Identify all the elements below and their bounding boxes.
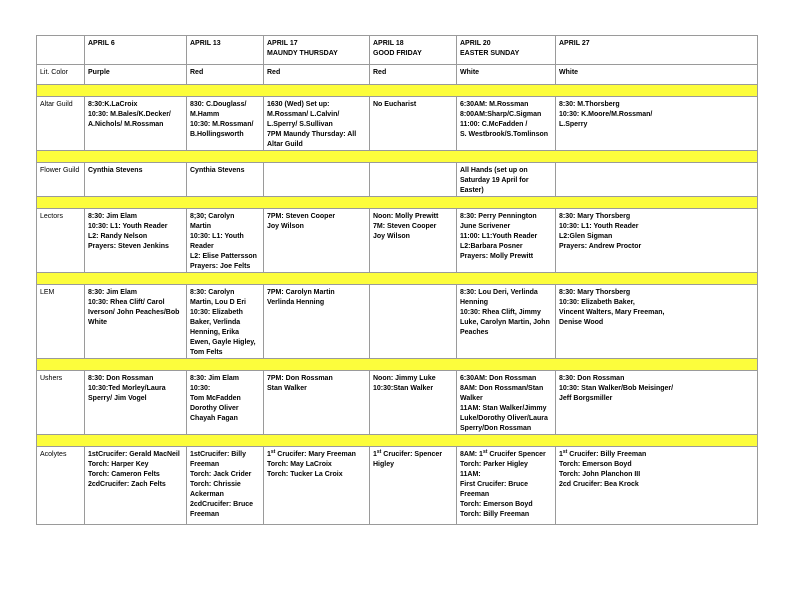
cell-line: Denise Wood: [559, 319, 604, 326]
row-label: Ushers: [37, 371, 85, 435]
cell-line: Ackerman: [190, 491, 224, 498]
cell-line: Henning, Erika: [190, 329, 240, 336]
schedule-cell: [370, 371, 457, 435]
schedule-cell: [457, 285, 556, 359]
cell-line: Torch: Cameron Felts: [88, 471, 160, 478]
cell-line: All Hands (set up on: [460, 167, 528, 174]
cell-line: Sperry/Don Rossman: [460, 425, 532, 432]
schedule-cell: [187, 209, 264, 273]
cell-line: M.Hamm: [190, 111, 220, 118]
cell-line: Prayers: Andrew Proctor: [559, 243, 642, 250]
cell-line: 8:30: Mary Thorsberg: [559, 289, 631, 296]
cell-line: Luke, Carolyn Martin, John: [460, 319, 550, 326]
cell-line: 7M: Steven Cooper: [373, 223, 437, 230]
cell-line: Henning: [460, 299, 488, 306]
schedule-cell: [556, 97, 758, 151]
cell-line: 11:00: L1:Youth Reader: [460, 233, 538, 240]
schedule-cell: [187, 371, 264, 435]
cell-line: 10:30:: [190, 385, 211, 392]
row-acolytes: [37, 447, 758, 525]
row-label: LEM: [37, 285, 85, 359]
schedule-cell: [85, 371, 187, 435]
schedule-cell: [187, 447, 264, 525]
schedule-cell: [370, 163, 457, 197]
cell-line: Torch: May LaCroix: [267, 461, 332, 468]
schedule-cell: [457, 97, 556, 151]
schedule-cell: [187, 163, 264, 197]
cell-line: M.Rossman/ L.Calvin/: [267, 111, 340, 118]
cell-line: Iverson/ John Peaches/Bob: [88, 309, 180, 316]
header-apr27: APRIL 27: [556, 36, 758, 65]
cell-line: 8AM: Don Rossman/Stan: [460, 385, 544, 392]
cell-line: Sperry/ Jim Vogel: [88, 395, 147, 402]
cell-line: Noon: Molly Prewitt: [373, 213, 439, 220]
header-line: APRIL 20: [460, 40, 491, 47]
row-label: Altar Guild: [37, 97, 85, 151]
header-line: APRIL 17: [267, 40, 298, 47]
cell-line: 10:30: Elizabeth Baker,: [559, 299, 635, 306]
cell-line: Reader: [190, 243, 214, 250]
cell-line: 7PM: Carolyn Martin: [267, 289, 335, 296]
cell-line: 10:30: Rhea Clift, Jimmy: [460, 309, 541, 316]
header-line: GOOD FRIDAY: [373, 50, 422, 57]
row-altar-guild: [37, 97, 758, 151]
cell-line: 1st Crucifer: Billy Freeman: [559, 449, 647, 458]
header-apr6: APRIL 6: [85, 36, 187, 65]
cell-line: Freeman: [190, 461, 220, 468]
cell-line: L.Sperry/ S.Sullivan: [267, 121, 333, 128]
row-lectors: [37, 209, 758, 273]
schedule-cell: [85, 447, 187, 525]
schedule-cell: [370, 65, 457, 85]
cell-line: Altar Guild: [267, 141, 303, 148]
cell-line: Torch: Parker Higley: [460, 461, 528, 468]
cell-line: 8:30: Jim Elam: [88, 213, 138, 220]
cell-line: 8:30: Mary Thorsberg: [559, 213, 631, 220]
cell-line: Torch: Tucker La Croix: [267, 471, 343, 478]
schedule-cell: [556, 65, 758, 85]
cell-line: B.Hollingsworth: [190, 131, 244, 138]
spacer-row: [37, 435, 758, 447]
cell-line: Vincent Walters, Mary Freeman,: [559, 309, 665, 316]
schedule-cell: [370, 447, 457, 525]
cell-line: Red: [190, 69, 204, 76]
cell-line: L.Sperry: [559, 121, 588, 128]
header-apr13: APRIL 13: [187, 36, 264, 65]
cell-line: 8:30: Lou Deri, Verlinda: [460, 289, 538, 296]
cell-line: 10:30: Stan Walker/Bob Meisinger/: [559, 385, 674, 392]
cell-line: Verlinda Henning: [267, 299, 325, 306]
cell-line: White: [460, 69, 480, 76]
schedule-cell: [264, 65, 370, 85]
cell-line: Purple: [88, 69, 110, 76]
cell-line: Peaches: [460, 329, 489, 336]
cell-line: L2: Elise Pattersson: [190, 253, 257, 260]
row-flower-guild: [37, 163, 758, 197]
cell-line: 1stCrucifer: Billy: [190, 451, 247, 458]
cell-line: 8:30: Don Rossman: [559, 375, 625, 382]
cell-line: 7PM Maundy Thursday: All: [267, 131, 357, 138]
cell-line: Luke/Dorothy Oliver/Laura: [460, 415, 548, 422]
cell-line: 8:00AM:Sharp/C.Sigman: [460, 111, 542, 118]
cell-line: White: [559, 69, 579, 76]
cell-line: Cynthia Stevens: [88, 167, 143, 174]
cell-line: 11AM:: [460, 471, 481, 478]
cell-line: 10:30: L1: Youth Reader: [559, 223, 639, 230]
schedule-cell: [264, 209, 370, 273]
cell-line: No Eucharist: [373, 101, 417, 108]
cell-line: Higley: [373, 461, 395, 468]
cell-line: Joy Wilson: [267, 223, 304, 230]
header-apr18: [370, 36, 457, 65]
row-label: Acolytes: [37, 447, 85, 525]
schedule-cell: [457, 447, 556, 525]
schedule-cell: [457, 209, 556, 273]
cell-line: 10:30: L1: Youth: [190, 233, 244, 240]
cell-line: First Crucifer: Bruce: [460, 481, 529, 488]
cell-line: 10:30: L1: Youth Reader: [88, 223, 168, 230]
spacer-row: [37, 197, 758, 209]
header-line: MAUNDY THURSDAY: [267, 50, 338, 57]
cell-line: 10:30: K.Moore/M.Rossman/: [559, 111, 653, 118]
schedule-cell: [457, 163, 556, 197]
cell-line: Torch: Jack Crider: [190, 471, 252, 478]
cell-line: June Scrivener: [460, 223, 511, 230]
cell-line: 2cd Crucifer: Bea Krock: [559, 481, 639, 488]
cell-line: Tom Felts: [190, 349, 223, 356]
cell-line: Dorothy Oliver: [190, 405, 239, 412]
cell-line: 8:30: Don Rossman: [88, 375, 154, 382]
row-label: Lectors: [37, 209, 85, 273]
cell-line: 10:30: M.Rossman/: [190, 121, 254, 128]
cell-line: S. Westbrook/S.Tomlinson: [460, 131, 549, 138]
schedule-cell: [556, 371, 758, 435]
cell-line: 11:00: C.McFadden /: [460, 121, 528, 128]
row-label: Lit. Color: [37, 65, 85, 85]
cell-line: L2:Glen Sigman: [559, 233, 613, 240]
schedule-cell: [264, 371, 370, 435]
cell-line: Torch: Harper Key: [88, 461, 149, 468]
cell-line: 10:30:Ted Morley/Laura: [88, 385, 166, 392]
schedule-cell: [457, 65, 556, 85]
schedule-cell: [457, 371, 556, 435]
cell-line: Prayers: Molly Prewitt: [460, 253, 534, 260]
schedule-cell: [264, 447, 370, 525]
schedule-cell: [85, 97, 187, 151]
cell-line: Cynthia Stevens: [190, 167, 245, 174]
spacer-row: [37, 359, 758, 371]
cell-line: Stan Walker: [267, 385, 307, 392]
cell-line: Martin: [190, 223, 211, 230]
cell-line: 1st Crucifer: Spencer: [373, 449, 443, 458]
schedule-cell: [187, 285, 264, 359]
cell-line: 10:30: Rhea Clift/ Carol: [88, 299, 165, 306]
spacer-row: [37, 151, 758, 163]
header-corner: [37, 36, 85, 65]
cell-line: 2cdCrucifer: Bruce: [190, 501, 254, 508]
header-line: EASTER SUNDAY: [460, 50, 520, 57]
schedule-cell: [370, 209, 457, 273]
cell-line: 7PM: Steven Cooper: [267, 213, 336, 220]
cell-line: Easter): [460, 187, 484, 194]
cell-line: Tom McFadden: [190, 395, 241, 402]
schedule-cell: [370, 97, 457, 151]
schedule-cell: [264, 163, 370, 197]
cell-line: 8;30; Carolyn: [190, 213, 235, 220]
cell-line: Chayah Fagan: [190, 415, 238, 422]
schedule-cell: [85, 209, 187, 273]
row-label: Flower Guild: [37, 163, 85, 197]
cell-line: 8:30: Perry Pennington: [460, 213, 537, 220]
cell-line: A.Nichols/ M.Rossman: [88, 121, 164, 128]
cell-line: 6:30AM: Don Rossman: [460, 375, 537, 382]
schedule-cell: [85, 65, 187, 85]
cell-line: 8:30: Jim Elam: [88, 289, 138, 296]
schedule-cell: [264, 97, 370, 151]
cell-line: Torch: Chrissie: [190, 481, 241, 488]
cell-line: Torch: John Planchon III: [559, 471, 641, 478]
cell-line: L2:Barbara Posner: [460, 243, 523, 250]
schedule-cell: [556, 209, 758, 273]
header-line: APRIL 18: [373, 40, 404, 47]
schedule-cell: [556, 447, 758, 525]
cell-line: L2: Randy Nelson: [88, 233, 148, 240]
cell-line: White: [88, 319, 108, 326]
cell-line: Martin, Lou D Eri: [190, 299, 246, 306]
schedule-table: [36, 35, 758, 525]
cell-line: Freeman: [190, 511, 220, 518]
cell-line: 6:30AM: M.Rossman: [460, 101, 529, 108]
cell-line: Noon: Jimmy Luke: [373, 375, 436, 382]
schedule-cell: [556, 285, 758, 359]
cell-line: 10:30: Elizabeth: [190, 309, 243, 316]
cell-line: Joy Wilson: [373, 233, 410, 240]
cell-line: Freeman: [460, 491, 490, 498]
cell-line: 8:30: M.Thorsberg: [559, 101, 620, 108]
spacer-row: [37, 273, 758, 285]
cell-line: Red: [267, 69, 281, 76]
schedule-cell: [187, 65, 264, 85]
schedule-cell: [85, 163, 187, 197]
cell-line: Torch: Emerson Boyd: [460, 501, 533, 508]
row-lem: [37, 285, 758, 359]
header-apr20: [457, 36, 556, 65]
cell-line: 8:30: Jim Elam: [190, 375, 240, 382]
cell-line: Prayers: Steven Jenkins: [88, 243, 169, 250]
schedule-cell: [187, 97, 264, 151]
cell-line: 1stCrucifer: Gerald MacNeil: [88, 451, 180, 458]
cell-line: Baker, Verlinda: [190, 319, 241, 326]
cell-line: 830: C.Douglass/: [190, 101, 247, 108]
cell-line: Torch: Billy Freeman: [460, 511, 530, 518]
cell-line: Prayers: Joe Felts: [190, 263, 251, 270]
cell-line: Red: [373, 69, 387, 76]
cell-line: Torch: Emerson Boyd: [559, 461, 632, 468]
cell-line: 8:30:K.LaCroix: [88, 101, 138, 108]
schedule-cell: [370, 285, 457, 359]
cell-line: 10:30: M.Bales/K.Decker/: [88, 111, 171, 118]
cell-line: 8:30: Carolyn: [190, 289, 235, 296]
row-ushers: [37, 371, 758, 435]
cell-line: 2cdCrucifer: Zach Felts: [88, 481, 166, 488]
spacer-row: [37, 85, 758, 97]
cell-line: 1630 (Wed) Set up:: [267, 101, 330, 108]
schedule-cell: [556, 163, 758, 197]
cell-line: Walker: [460, 395, 483, 402]
header-apr17: [264, 36, 370, 65]
cell-line: 10:30:Stan Walker: [373, 385, 434, 392]
schedule-cell: [264, 285, 370, 359]
cell-line: Ewen, Gayle Higley,: [190, 339, 256, 346]
schedule-cell: [85, 285, 187, 359]
cell-line: Saturday 19 April for: [460, 177, 529, 184]
cell-line: 7PM: Don Rossman: [267, 375, 333, 382]
cell-line: Jeff Borgsmiller: [559, 395, 613, 402]
cell-line: 11AM: Stan Walker/Jimmy: [460, 405, 547, 412]
cell-line: 1st Crucifer: Mary Freeman: [267, 449, 356, 458]
row-lit-color: [37, 65, 758, 85]
header-row: [37, 36, 758, 65]
cell-line: 8AM: 1st Crucifer Spencer: [460, 449, 546, 458]
